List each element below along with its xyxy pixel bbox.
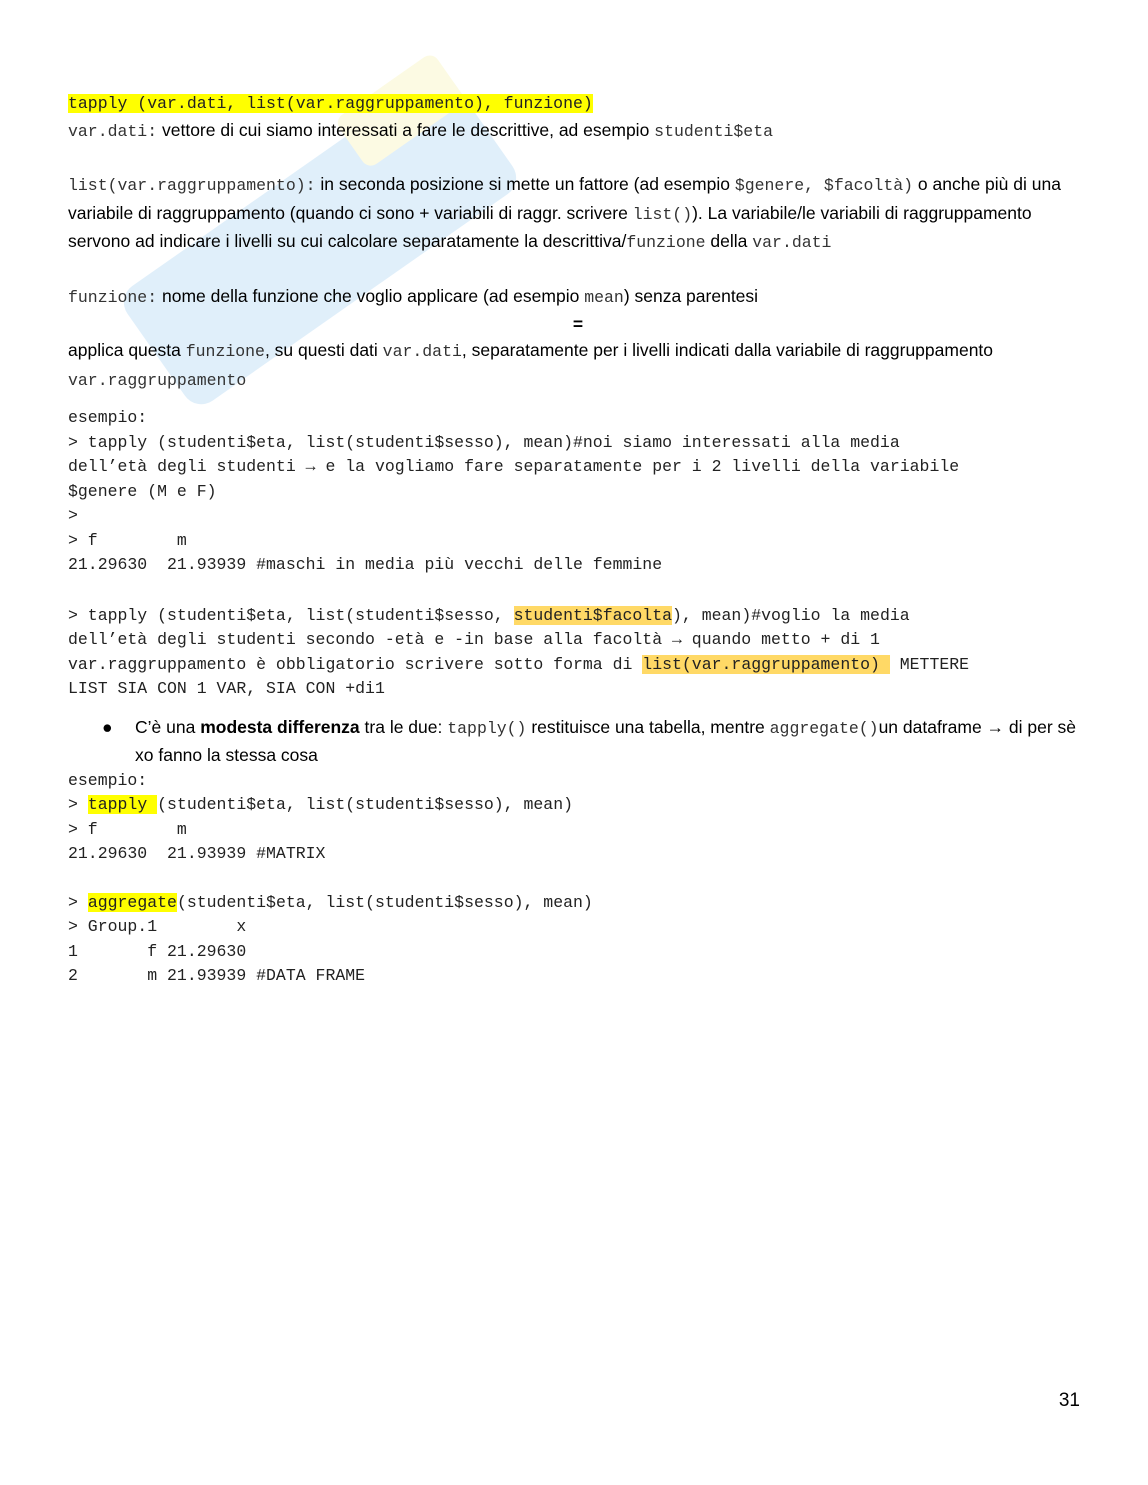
list-code2: list() — [632, 204, 693, 224]
example3-l4-post: (studenti$eta, list(studenti$sesso), mean) — [176, 892, 593, 912]
example1-label: esempio: — [68, 408, 148, 427]
page-number: 31 — [1058, 1390, 1080, 1411]
list-paragraph — [68, 171, 1088, 257]
example2-block — [68, 604, 1088, 702]
summary-code3: var.raggruppamento — [68, 370, 247, 390]
example3-l1-highlight: tapply — [87, 795, 158, 814]
example3-line7: 2 m 21.93939 #DATA FRAME — [68, 966, 366, 985]
bullet-text1: C’è una — [135, 716, 201, 737]
bullet-text3: restituisce una tabella, mentre — [526, 716, 770, 737]
example3-line1 — [68, 793, 1088, 818]
list-code3: funzione — [626, 233, 706, 252]
example1-line6: 21.29630 21.93939 #maschi in media più vecchi delle femmine — [68, 555, 663, 574]
funzione-code: mean — [584, 287, 624, 307]
bullet-text2: tra le due: — [359, 716, 448, 737]
summary-text3: , separatamente per i livelli indicati dalla variabile di raggruppamento — [461, 340, 994, 360]
bullet-code2: aggregate() — [769, 718, 879, 738]
example2-line1 — [68, 604, 1088, 629]
example3-block — [68, 769, 1088, 989]
funzione-paragraph — [68, 283, 1088, 312]
list-text1: in seconda posizione si mette un fattore (ad esempio — [315, 174, 735, 194]
example2-line3-highlight: list(var.raggruppamento) — [642, 654, 890, 674]
example2-line3 — [68, 653, 1088, 678]
example1-line2: dell’età degli studenti → e la vogliamo fare separatamente per i 2 livelli della variabile — [68, 457, 960, 476]
funzione-name: funzione: — [68, 287, 158, 307]
summary-code2: var.dati — [382, 342, 462, 361]
list-code4: var.dati — [752, 233, 832, 252]
example1-line1: > tapply (studenti$eta, list(studenti$sesso), mean)#noi siamo interessati alla media — [68, 432, 900, 452]
list-text2: o anche più di una variabile di raggruppamento (quando ci sono + variabili di raggr. scrivere — [68, 174, 1061, 223]
example1-line3: $genere (M e F) — [68, 481, 217, 501]
funzione-text1: nome della funzione che voglio applicare (ad esempio — [157, 285, 585, 306]
example3-line6: 1 f 21.29630 — [68, 941, 247, 961]
var-dati-example: studenti$eta — [654, 121, 773, 141]
funzione-text2: ) senza parentesi — [623, 285, 759, 306]
var-dati-text: vettore di cui siamo interessati a fare le descrittive, ad esempio — [157, 119, 655, 140]
example3-l1-post: (studenti$eta, list(studenti$sesso), mean) — [157, 795, 573, 814]
example2-pre: > tapply (studenti$eta, list(studenti$sesso, — [68, 605, 514, 625]
document-page — [68, 92, 1088, 989]
list-text4: della — [705, 231, 753, 251]
example3-l4-pre: > — [68, 892, 88, 912]
example2-line2: dell’età degli studenti secondo -età e -in base alla facoltà → quando metto + di 1 — [68, 630, 880, 649]
example3-line5: > Group.1 x — [68, 917, 247, 936]
bullet-dot-icon: ● — [102, 716, 113, 737]
list-code1: $genere, $facoltà) — [734, 176, 914, 195]
example2-highlight: studenti$facolta — [513, 605, 673, 625]
example3-line3: 21.29630 21.93939 #MATRIX — [68, 844, 326, 863]
summary-text1: applica questa — [68, 340, 186, 360]
example2-line3-post: METTERE — [889, 654, 970, 674]
var-dati-name: var.dati: — [68, 121, 158, 141]
var-dati-paragraph — [68, 117, 1088, 146]
example2-post: ), mean)#voglio la media — [672, 605, 910, 625]
example3-label: esempio: — [68, 770, 148, 790]
summary-paragraph — [68, 337, 1088, 394]
difference-bullet — [68, 714, 1088, 769]
summary-text2: , su questi dati — [264, 340, 383, 360]
summary-code1: funzione — [185, 342, 265, 361]
example2-line4: LIST SIA CON 1 VAR, SIA CON +di1 — [68, 679, 385, 698]
example1-line5: > f m — [68, 530, 187, 550]
example2-line3-pre: var.raggruppamento è obbligatorio scrivere sotto forma di — [68, 654, 643, 674]
example3-line2: > f m — [68, 819, 187, 839]
list-text3: ). La variabile/le variabili di raggruppamento servono ad indicare i livelli su cui calcolare separatamente la descrittiva/ — [68, 202, 1032, 251]
example3-l4-highlight: aggregate — [87, 892, 177, 912]
syntax-signature — [68, 92, 1088, 117]
example3-line4 — [68, 891, 1088, 916]
bullet-text4: un dataframe → di per sè xo fanno la stessa cosa — [135, 716, 1077, 765]
bullet-bold: modesta differenza — [200, 716, 360, 737]
signature-highlight: tapply (var.dati, list(var.raggruppamento), funzione) — [68, 94, 593, 113]
example3-l1-pre: > — [68, 795, 88, 814]
equals-sign: = — [572, 314, 584, 334]
bullet-code1: tapply() — [447, 718, 527, 738]
list-name: list(var.raggruppamento): — [68, 176, 316, 195]
example1-line4: > — [68, 506, 78, 525]
example1-block — [68, 406, 1088, 578]
